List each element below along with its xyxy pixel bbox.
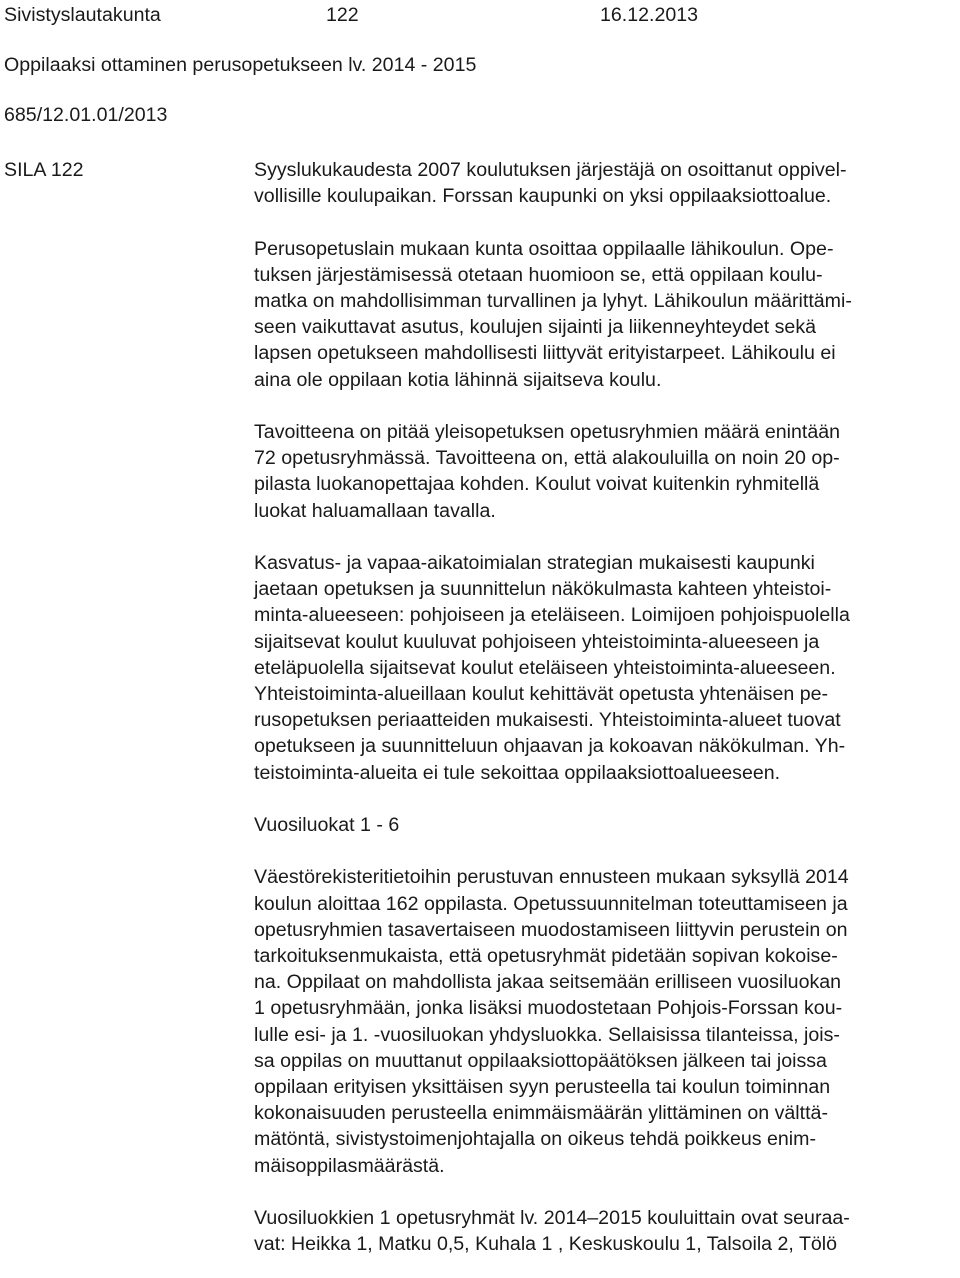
text-line: oppilaan erityisen yksittäisen syyn perusteella tai koulun toiminnan (254, 1076, 831, 1099)
text-line: Perusopetuslain mukaan kunta osoittaa oppilaalle lähikoulun. Ope- (254, 237, 834, 260)
text-line: luokat haluamallaan tavalla. (254, 499, 496, 522)
text-line: jaetaan opetuksen ja suunnittelun näkökulmasta kahteen yhteistoi- (254, 578, 832, 601)
text-line: vollisille koulupaikan. Forssan kaupunki on yksi oppilaaksiottoalue. (254, 185, 832, 208)
text-line: aina ole oppilaan kotia lähinnä sijaitseva koulu. (254, 368, 662, 391)
text-line: Tavoitteena on pitää yleisopetuksen opetusryhmien määrä enintään (254, 421, 841, 443)
text-line: vat: Heikka 1, Matku 0,5, Kuhala 1 , Keskuskoulu 1, Talsoila 2, Tölö (254, 1233, 838, 1256)
text-line: Kasvatus- ja vapaa-aikatoimialan strategian mukaisesti kaupunki (254, 552, 815, 574)
text-line: lapsen opetukseen mahdollisesti liittyvät erityistarpeet. Lähikoulu ei (254, 342, 836, 365)
text-line: rusopetuksen periaatteiden mukaisesti. Yhteistoiminta-alueet tuovat (254, 709, 841, 732)
text-line: mätöntä, sivistystoimenjohtajalla on oikeus tehdä poikkeus enim- (254, 1128, 816, 1151)
text-line: 1 opetusryhmään, jonka lisäksi muodostetaan Pohjois-Forssan kou- (254, 997, 843, 1020)
meeting-date: 16.12.2013 (600, 4, 699, 26)
text-line: matka on mahdollisimman turvallinen ja lyhyt. Lähikoulun määrittämi- (254, 290, 852, 312)
text-line: koulun aloittaa 162 oppilasta. Opetussuunnitelman toteuttamiseen ja (254, 892, 848, 915)
text-line: sa oppilas on muuttanut oppilaaksiottopäätöksen jälkeen tai joissa (254, 1049, 827, 1072)
reference-number: 685/12.01.01/2013 (4, 104, 168, 126)
subheading-text: Vuosiluokat 1 - 6 (254, 814, 400, 837)
paragraph (254, 1205, 958, 1257)
text-line: Syyslukukaudesta 2007 koulutuksen järjestäjä on osoittanut oppivel- (254, 159, 847, 181)
text-line: opetukseen ja suunnitteluun ohjaavan ja kokoavan näkökulman. Yh- (254, 735, 846, 758)
section-number: 122 (326, 4, 359, 26)
committee-name: Sivistyslautakunta (4, 4, 161, 26)
text-line: minta-alueeseen: pohjoiseen ja eteläiseen. Loimijoen pohjoispuolella (254, 604, 850, 627)
paragraph (254, 864, 958, 1178)
text-line: 72 opetusryhmässä. Tavoitteena on, että alakouluilla on noin 20 op- (254, 447, 840, 470)
document-body (254, 157, 958, 1257)
subheading (254, 812, 958, 838)
paragraph (254, 236, 958, 393)
text-line: Väestörekisteritietoihin perustuvan ennusteen mukaan syksyllä 2014 (254, 866, 849, 889)
paragraph (254, 550, 958, 786)
paragraph (254, 419, 958, 524)
text-line: teistoiminta-alueita ei tule sekoittaa oppilaaksiottoalueeseen. (254, 761, 781, 784)
section-label: SILA 122 (4, 159, 84, 181)
text-line: sijaitsevat koulut kuuluvat pohjoiseen yhteistoiminta-alueeseen ja (254, 630, 820, 653)
text-line: na. Oppilaat on mahdollista jakaa seitsemään erilliseen vuosiluokan (254, 971, 842, 994)
text-line: tarkoituksenmukaista, että opetusryhmät pidetään sopivan kokoise- (254, 945, 838, 968)
text-line: seen vaikuttavat asutus, koulujen sijainti ja liikenneyhteydet sekä (254, 316, 817, 339)
text-line: lulle esi- ja 1. -vuosiluokan yhdysluokka. Sellaisissa tilanteissa, jois- (254, 1023, 840, 1046)
text-line: Yhteistoiminta-alueillaan koulut kehittävät opetusta yhtenäisen pe- (254, 683, 829, 706)
text-line: opetusryhmien tasavertaiseen muodostamiseen liittyvin perustein on (254, 918, 848, 941)
document-title: Oppilaaksi ottaminen perusopetukseen lv. 2014 - 2015 (4, 54, 477, 76)
text-line: kokonaisuuden perusteella enimmäismäärän ylittäminen on välttä- (254, 1102, 828, 1125)
paragraph (254, 157, 958, 209)
text-line: tuksen järjestämisessä otetaan huomioon se, että oppilaan koulu- (254, 263, 823, 286)
text-line: eteläpuolella sijaitsevat koulut eteläiseen yhteistoiminta-alueeseen. (254, 656, 836, 679)
text-line: Vuosiluokkien 1 opetusryhmät lv. 2014–2015 kouluittain ovat seuraa- (254, 1207, 850, 1230)
text-line: pilasta luokanopettajaa kohden. Koulut voivat kuitenkin ryhmitellä (254, 473, 820, 496)
text-line: mäisoppilasmäärästä. (254, 1154, 445, 1177)
